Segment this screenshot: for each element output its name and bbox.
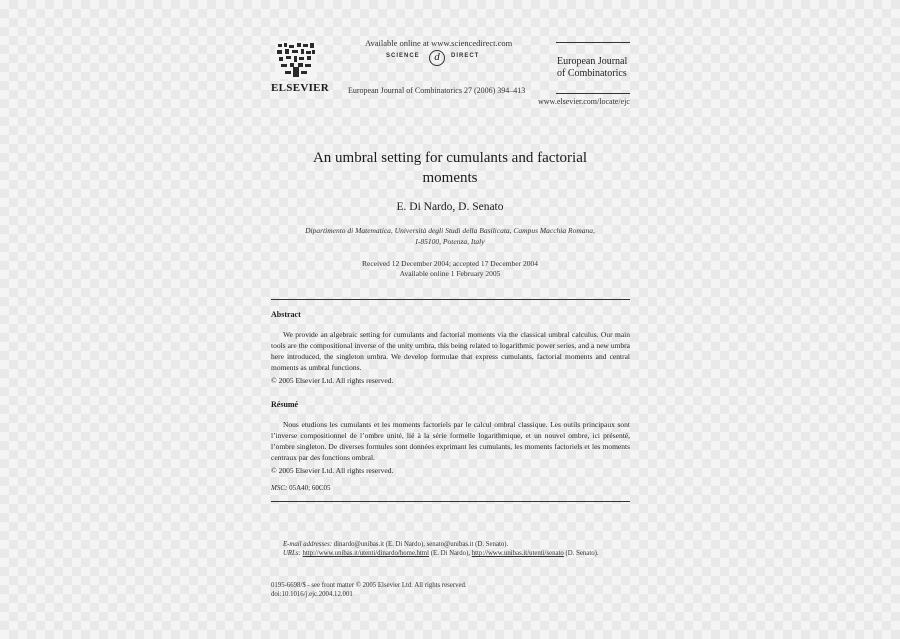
publisher-name: ELSEVIER	[271, 82, 330, 94]
abstract-bottom-rule	[271, 501, 630, 502]
article-authors: E. Di Nardo, D. Senato	[396, 201, 504, 213]
journal-title: European Journal of Combinatorics	[557, 56, 628, 79]
resume-copyright: © 2005 Elsevier Ltd. All rights reserved.	[271, 466, 394, 475]
abstract-copyright: © 2005 Elsevier Ltd. All rights reserved.	[271, 376, 394, 385]
available-online-link[interactable]: Available online at www.sciencedirect.com	[365, 38, 513, 48]
resume-text: Nous etudions les cumulants et les moments factoriels par le calcul ombral classique. Les outils principaux sont l’inverse compositionnel de l’ombre unité, lié à la série formelle logarithmique, et un nouvel ombre, ici présenté, l’ombre singleton. De diverses formules sont données exprimant les cumulants, les moments factoriels et les moments centraux par des fonctions ombral.	[271, 420, 630, 462]
footnote-urls: URLs: http://www.unibas.it/utenti/dinardo/home.html (E. Di Nardo), http://www.unibas.it/utenti/senato (D. Senato).	[283, 550, 599, 557]
article-dates: Received 12 December 2004; accepted 17 December 2004 Available online 1 February 2005	[362, 259, 538, 278]
resume-heading: Résumé	[271, 400, 299, 409]
journal-citation: European Journal of Combinatorics 27 (2006) 394–413	[348, 86, 526, 95]
url-di-nardo-link[interactable]: http://www.unibas.it/utenti/dinardo/home.html	[302, 550, 430, 557]
sciencedirect-mark-icon: d	[429, 50, 445, 66]
footnote-emails: E-mail addresses: dinardo@unibas.it (E. Di Nardo), senato@unibas.it (D. Senato).	[283, 541, 509, 548]
elsevier-tree-logo	[275, 41, 317, 79]
msc-codes: MSC: 05A40; 60C05	[271, 484, 331, 492]
doi-line[interactable]: doi:10.1016/j.ejc.2004.12.001	[271, 591, 353, 598]
abstract-heading: Abstract	[271, 310, 301, 319]
sciencedirect-left: SCIENCE	[386, 53, 420, 59]
abstract-top-rule	[271, 299, 630, 300]
abstract-text: We provide an algebraic setting for cumulants and factorial moments via the classical umbral calculus. Our main tools are the compositional inverse of the unity umbra, this being related to logarithmic power series, and a new umbra here introduced, the singleton umbra. We develop formulae that express cumulants, factorial moments and central moments as umbral functions.	[271, 330, 630, 372]
author-affiliation: Dipartimento di Matematica, Università degli Studi della Basilicata, Campus Macchia Romana, I-85100, Potenza, Italy	[305, 226, 595, 246]
url-senato-link[interactable]: http://www.unibas.it/utenti/senato	[471, 550, 564, 557]
journal-url-link[interactable]: www.elsevier.com/locate/ejc	[538, 97, 630, 106]
issn-line: 0195-6698/$ - see front matter © 2005 Elsevier Ltd. All rights reserved.	[271, 582, 467, 589]
article-title: An umbral setting for cumulants and factorial moments	[312, 150, 588, 186]
sciencedirect-right: DIRECT	[451, 53, 480, 59]
